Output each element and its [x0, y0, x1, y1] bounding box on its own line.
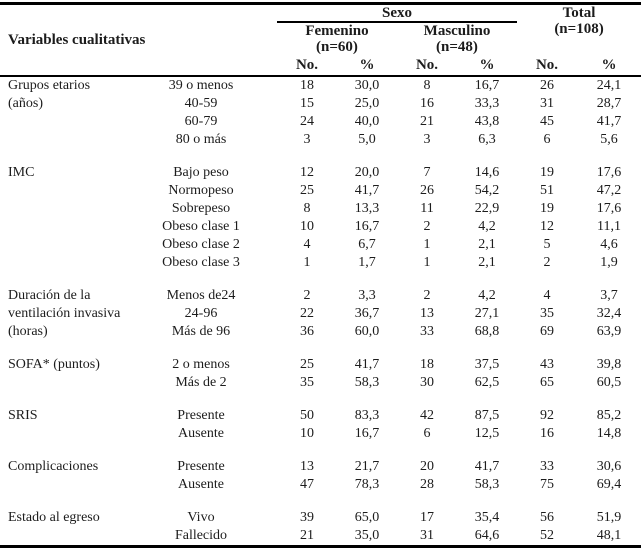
category-cell: Más de 96	[171, 324, 231, 339]
value-cell: 35,4	[474, 510, 500, 525]
value-cell: 19	[540, 165, 554, 180]
value-cell: 22	[300, 306, 314, 321]
value-cell: 3,3	[358, 288, 376, 303]
value-cell: 47,2	[596, 183, 622, 198]
value-cell: 63,9	[596, 324, 622, 339]
value-cell: 2	[423, 288, 431, 303]
spacer-cell	[0, 392, 641, 407]
header-row-sexo	[0, 4, 641, 23]
qualitative-variables-table	[0, 2, 641, 548]
value-cell: 19	[540, 201, 554, 216]
value-cell: 25,0	[354, 96, 380, 111]
value-cell: 11,1	[597, 219, 621, 234]
value-cell: 1	[423, 255, 431, 270]
value-cell: 41,7	[474, 459, 500, 474]
value-cell: 47	[300, 477, 314, 492]
value-cell: 43	[540, 357, 554, 372]
category-cell: Más de 2	[175, 375, 227, 390]
value-cell: 2	[303, 288, 311, 303]
value-cell: 12	[540, 219, 554, 234]
value-cell: 17	[420, 510, 434, 525]
value-cell: 39,8	[596, 357, 622, 372]
value-cell: 11	[420, 201, 434, 216]
category-cell: Vivo	[187, 510, 215, 525]
spacer-row	[0, 494, 641, 509]
value-cell: 60,0	[354, 324, 380, 339]
value-cell: 51	[540, 183, 554, 198]
category-cell: 60-79	[184, 114, 218, 129]
value-cell: 4,6	[600, 237, 618, 252]
value-cell: 40,0	[354, 114, 380, 129]
value-cell: 5,0	[358, 132, 376, 147]
category-cell: Obeso clase 3	[162, 255, 240, 270]
value-cell: 14,6	[474, 165, 500, 180]
value-cell: 28	[420, 477, 434, 492]
value-cell: 33,3	[474, 96, 500, 111]
value-cell: 42	[420, 408, 434, 423]
spacer-cell	[0, 443, 641, 458]
variable-line: Duración de la	[8, 288, 91, 303]
value-cell: 5,6	[600, 132, 618, 147]
spacer-cell	[0, 341, 641, 356]
value-cell: 26	[420, 183, 434, 198]
value-cell: 27,1	[474, 306, 500, 321]
value-cell: 87,5	[474, 408, 500, 423]
value-cell: 20,0	[354, 165, 380, 180]
table-row	[0, 509, 641, 527]
value-cell: 20	[420, 459, 434, 474]
value-cell: 1	[303, 255, 311, 270]
value-cell: 13	[300, 459, 314, 474]
sexo-label: Sexo	[382, 5, 412, 21]
table-row	[0, 458, 641, 476]
value-cell: 28,7	[596, 96, 622, 111]
value-cell: 52	[540, 528, 554, 543]
femenino-header	[277, 22, 397, 55]
value-cell: 12,5	[474, 426, 500, 441]
value-cell: 6	[423, 426, 431, 441]
category-cell: 2 o menos	[172, 357, 230, 372]
category-cell: Fallecido	[174, 528, 228, 543]
value-cell: 35	[300, 375, 314, 390]
value-cell: 6,7	[358, 237, 376, 252]
value-cell: 6	[543, 132, 551, 147]
value-cell: 36	[300, 324, 314, 339]
value-cell: 2	[423, 219, 431, 234]
category-cell: 24-96	[184, 306, 218, 321]
value-cell: 69,4	[596, 477, 622, 492]
pct-header-femenino: %	[337, 55, 397, 76]
value-cell: 78,3	[354, 477, 380, 492]
value-cell: 16	[420, 96, 434, 111]
value-cell: 41,7	[354, 183, 380, 198]
value-cell: 64,6	[474, 528, 500, 543]
value-cell: 65,0	[354, 510, 380, 525]
value-cell: 5	[543, 237, 551, 252]
no-header-masculino: No.	[397, 55, 457, 76]
value-cell: 51,9	[596, 510, 622, 525]
value-cell: 39	[300, 510, 314, 525]
value-cell: 45	[540, 114, 554, 129]
value-cell: 24,1	[596, 78, 622, 93]
value-cell: 16,7	[354, 426, 380, 441]
value-cell: 16,7	[354, 219, 380, 234]
category-cell: Obeso clase 1	[162, 219, 240, 234]
spacer-row	[0, 341, 641, 356]
value-cell: 65	[540, 375, 554, 390]
value-cell: 21	[300, 528, 314, 543]
category-cell: Menos de24	[166, 288, 236, 303]
category-cell: Sobrepeso	[171, 201, 231, 216]
category-cell: 40-59	[184, 96, 218, 111]
value-cell: 1	[423, 237, 431, 252]
value-cell: 16	[540, 426, 554, 441]
variable-line: Estado al egreso	[8, 510, 100, 525]
pct-header-total: %	[577, 55, 641, 76]
variables-label: Variables cualitativas	[8, 31, 146, 48]
masculino-label: Masculino	[423, 23, 491, 39]
value-cell: 8	[423, 78, 431, 93]
value-cell: 2,1	[478, 255, 496, 270]
value-cell: 60,5	[596, 375, 622, 390]
variable-cell	[0, 356, 125, 392]
table-row	[0, 76, 641, 95]
value-cell: 41,7	[354, 357, 380, 372]
value-cell: 37,5	[474, 357, 500, 372]
value-cell: 4	[303, 237, 311, 252]
sexo-header	[277, 4, 517, 23]
pct-header-masculino: %	[457, 55, 517, 76]
value-cell: 26	[540, 78, 554, 93]
value-cell: 36,7	[354, 306, 380, 321]
value-cell: 35	[540, 306, 554, 321]
category-cell: 80 o más	[175, 132, 227, 147]
femenino-n-label: (n=60)	[316, 39, 358, 55]
category-cell: Bajo peso	[173, 165, 229, 180]
value-cell: 68,8	[474, 324, 500, 339]
value-cell: 56	[540, 510, 554, 525]
table-row	[0, 407, 641, 425]
variables-column-header	[0, 4, 277, 77]
table-row	[0, 287, 641, 305]
value-cell: 92	[540, 408, 554, 423]
value-cell: 17,6	[596, 201, 622, 216]
variable-line: Complicaciones	[8, 459, 99, 474]
spacer-cell	[0, 149, 641, 164]
value-cell: 17,6	[596, 165, 622, 180]
variable-cell	[0, 407, 125, 443]
variable-cell	[0, 164, 125, 272]
spacer-row	[0, 392, 641, 407]
masculino-header	[397, 22, 517, 55]
category-cell: Ausente	[178, 477, 224, 492]
value-cell: 31	[540, 96, 554, 111]
value-cell: 85,2	[596, 408, 622, 423]
category-cell: Ausente	[178, 426, 224, 441]
value-cell: 43,8	[474, 114, 500, 129]
value-cell: 3	[423, 132, 431, 147]
table-body	[0, 76, 641, 547]
value-cell: 30,0	[354, 78, 380, 93]
variable-line: SOFA* (puntos)	[8, 357, 100, 372]
table-row	[0, 164, 641, 182]
value-cell: 83,3	[354, 408, 380, 423]
no-header-total: No.	[517, 55, 577, 76]
value-cell: 30,6	[596, 459, 622, 474]
value-cell: 13	[420, 306, 434, 321]
value-cell: 18	[420, 357, 434, 372]
category-cell: Normopeso	[168, 183, 234, 198]
value-cell: 7	[423, 165, 431, 180]
value-cell: 4	[543, 288, 551, 303]
variable-cell	[0, 287, 125, 341]
value-cell: 16,7	[474, 78, 500, 93]
variable-cell	[0, 509, 125, 547]
spacer-row	[0, 443, 641, 458]
value-cell: 50	[300, 408, 314, 423]
value-cell: 2,1	[478, 237, 496, 252]
value-cell: 41,7	[596, 114, 622, 129]
spacer-row	[0, 272, 641, 287]
value-cell: 8	[303, 201, 311, 216]
variable-line: (años)	[8, 96, 43, 111]
spacer-cell	[0, 494, 641, 509]
value-cell: 25	[300, 183, 314, 198]
value-cell: 24	[300, 114, 314, 129]
total-n-label: (n=108)	[554, 21, 604, 37]
value-cell: 13,3	[354, 201, 380, 216]
value-cell: 1,9	[600, 255, 618, 270]
variable-line: IMC	[8, 165, 35, 180]
value-cell: 35,0	[354, 528, 380, 543]
value-cell: 3	[303, 132, 311, 147]
value-cell: 21,7	[354, 459, 380, 474]
value-cell: 21	[420, 114, 434, 129]
variable-line: (horas)	[8, 324, 48, 339]
total-label: Total	[562, 5, 596, 21]
variable-line: Grupos etarios	[8, 78, 91, 93]
no-header-femenino: No.	[277, 55, 337, 76]
variable-cell	[0, 76, 125, 149]
value-cell: 48,1	[596, 528, 622, 543]
value-cell: 31	[420, 528, 434, 543]
category-cell: 39 o menos	[168, 78, 234, 93]
value-cell: 22,9	[474, 201, 500, 216]
variable-line: ventilación invasiva	[8, 306, 121, 321]
value-cell: 75	[540, 477, 554, 492]
value-cell: 10	[300, 219, 314, 234]
value-cell: 2	[543, 255, 551, 270]
value-cell: 6,3	[478, 132, 496, 147]
value-cell: 18	[300, 78, 314, 93]
table-header	[0, 4, 641, 77]
value-cell: 69	[540, 324, 554, 339]
value-cell: 33	[540, 459, 554, 474]
value-cell: 4,2	[478, 219, 496, 234]
value-cell: 54,2	[474, 183, 500, 198]
value-cell: 15	[300, 96, 314, 111]
value-cell: 14,8	[596, 426, 622, 441]
category-cell: Obeso clase 2	[162, 237, 240, 252]
spacer-cell	[0, 272, 641, 287]
value-cell: 12	[300, 165, 314, 180]
value-cell: 10	[300, 426, 314, 441]
value-cell: 33	[420, 324, 434, 339]
spacer-row	[0, 149, 641, 164]
value-cell: 32,4	[596, 306, 622, 321]
total-header	[517, 4, 641, 56]
category-cell: Presente	[177, 459, 225, 474]
value-cell: 62,5	[474, 375, 500, 390]
value-cell: 58,3	[354, 375, 380, 390]
variable-cell	[0, 458, 125, 494]
value-cell: 58,3	[474, 477, 500, 492]
value-cell: 30	[420, 375, 434, 390]
femenino-label: Femenino	[305, 23, 369, 39]
value-cell: 1,7	[358, 255, 376, 270]
value-cell: 4,2	[478, 288, 496, 303]
table-row	[0, 356, 641, 374]
value-cell: 3,7	[600, 288, 618, 303]
category-cell: Presente	[177, 408, 225, 423]
value-cell: 25	[300, 357, 314, 372]
variable-line: SRIS	[8, 408, 38, 423]
masculino-n-label: (n=48)	[436, 39, 478, 55]
